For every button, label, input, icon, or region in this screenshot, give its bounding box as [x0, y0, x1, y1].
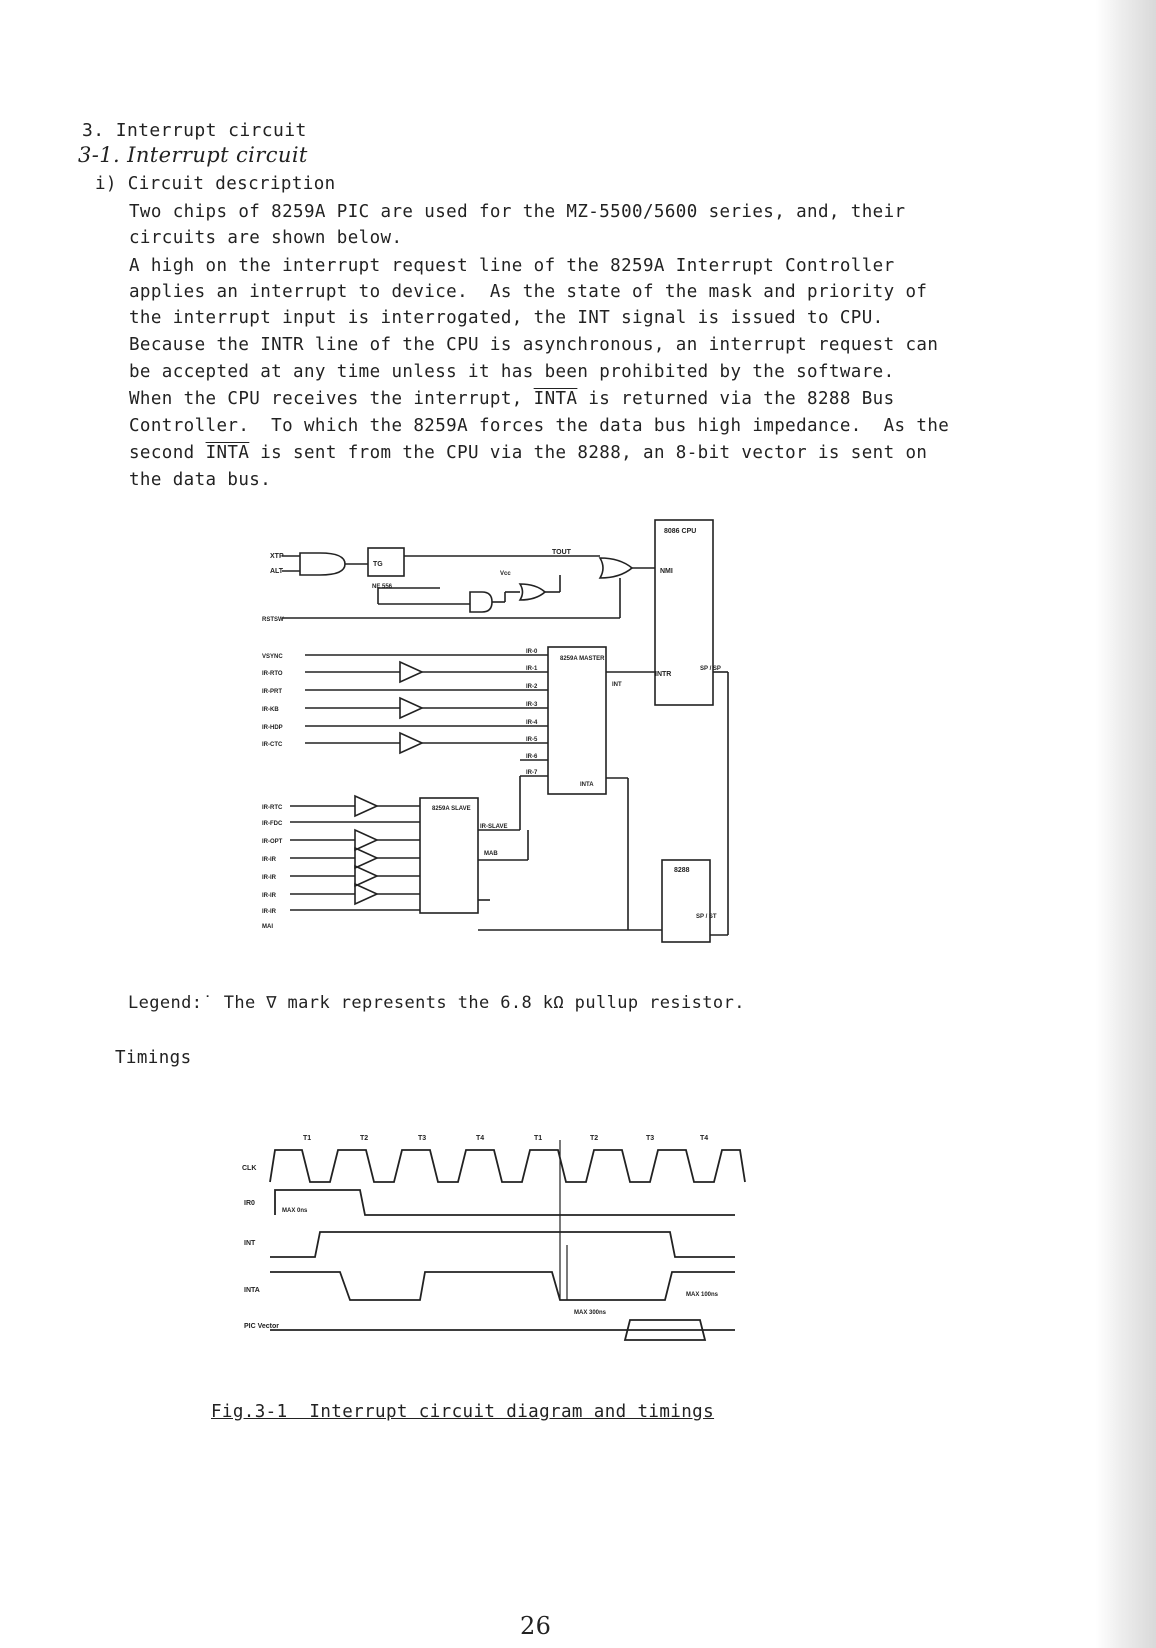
inta-label: INTA: [580, 782, 594, 788]
slave-in-0: IR-RTC: [262, 805, 283, 811]
para2-line5: be accepted at any time unless it has been prohibited by the software.: [129, 362, 895, 382]
tg-label: TG: [373, 561, 383, 568]
phase-3: T3: [418, 1135, 427, 1142]
sig-clk: CLK: [242, 1165, 257, 1172]
cpu-sp-label: SP / SP: [700, 666, 721, 672]
phase-8: T4: [700, 1135, 709, 1142]
master-in-5: IR-CTC: [262, 742, 283, 748]
slave-in-1: IR-FDC: [262, 821, 283, 827]
xtp-label: XTP: [270, 553, 284, 560]
phase-4: T4: [476, 1135, 485, 1142]
para2-line2: applies an interrupt to device. As the state of the mask and priority of: [129, 282, 928, 302]
phase-2: T2: [360, 1135, 369, 1142]
para1-line2: circuits are shown below.: [129, 228, 403, 248]
phase-7: T3: [646, 1135, 655, 1142]
ir3-label: IR-3: [526, 702, 538, 708]
vcc-label: Vcc: [500, 571, 511, 577]
slave-in-6: IR-IR: [262, 909, 276, 915]
sig-int: INT: [244, 1240, 256, 1247]
int-label: INT: [612, 682, 622, 688]
para3-line2: Controller. To which the 8259A forces the data bus high impedance. As the: [129, 416, 950, 436]
para3-line4: the data bus.: [129, 470, 272, 490]
para3-line3: second INTA is sent from the CPU via the 8288, an 8-bit vector is sent on: [129, 443, 928, 463]
timings-heading: Timings: [115, 1048, 192, 1068]
master-in-1: IR-RTO: [262, 671, 283, 677]
subheading: i) Circuit description: [95, 174, 336, 194]
slave-int-label: IR-SLAVE: [480, 824, 508, 830]
max-label-3: MAX 300ns: [574, 1310, 607, 1316]
ir5-label: IR-5: [526, 737, 538, 743]
handwritten-heading: 3-1. Interrupt circuit: [78, 143, 308, 167]
bus-ctrl-label: 8288: [674, 867, 690, 874]
ff-label: NE 556: [372, 584, 393, 590]
mab-label: MAB: [484, 851, 498, 857]
heading-text: 3. Interrupt circuit: [82, 120, 307, 141]
ir2-label: IR-2: [526, 684, 538, 690]
para1-line1: Two chips of 8259A PIC are used for the MZ-5500/5600 series, and, their: [129, 202, 906, 222]
nmi-label: NMI: [660, 568, 673, 575]
master-in-3: IR-KB: [262, 707, 279, 713]
tout-label: TOUT: [552, 549, 571, 556]
ir0-label: IR-0: [526, 649, 538, 655]
para2-line3: the interrupt input is interrogated, the INT signal is issued to CPU.: [129, 308, 884, 328]
slave-in-7: MAI: [262, 924, 273, 930]
slave-in-4: IR-IR: [262, 875, 276, 881]
master-in-4: IR-HDP: [262, 725, 283, 731]
pullup-symbol-icon: ∇: [266, 993, 277, 1013]
max-label-1: MAX 0ns: [282, 1208, 308, 1214]
figure-caption: Fig.3-1 Interrupt circuit diagram and timings: [211, 1402, 715, 1422]
max-label-2: MAX 100ns: [686, 1292, 719, 1298]
master-in-0: VSYNC: [262, 654, 283, 660]
cpu-label: 8086 CPU: [664, 528, 697, 535]
slave-in-3: IR-IR: [262, 857, 276, 863]
alt-label: ALT: [270, 568, 284, 575]
slave-label: 8259A SLAVE: [432, 806, 471, 812]
para2-line1: A high on the interrupt request line of the 8259A Interrupt Controller: [129, 256, 895, 276]
legend: Legend:˙ The ∇ mark represents the 6.8 kΩ pullup resistor.: [128, 993, 745, 1013]
master-label: 8259A MASTER: [560, 656, 605, 662]
ir6-label: IR-6: [526, 754, 538, 760]
phase-1: T1: [303, 1135, 312, 1142]
slave-in-5: IR-IR: [262, 893, 276, 899]
bus-pins-label: SP / ST: [696, 914, 717, 920]
ir4-label: IR-4: [526, 720, 538, 726]
master-in-2: IR-PRT: [262, 689, 282, 695]
phase-5: T1: [534, 1135, 543, 1142]
intr-label: INTR: [655, 671, 672, 678]
para2-line4: Because the INTR line of the CPU is asynchronous, an interrupt request can: [129, 335, 939, 355]
page-number: 26: [520, 1612, 552, 1640]
slave-in-2: IR-OPT: [262, 839, 283, 845]
para3-line1: When the CPU receives the interrupt, INTA is returned via the 8288 Bus: [129, 389, 895, 409]
phase-6: T2: [590, 1135, 599, 1142]
ir1-label: IR-1: [526, 666, 538, 672]
sig-pic-vector: PIC Vector: [244, 1323, 280, 1330]
reset-label: RSTSW: [262, 617, 284, 623]
sig-ir0: IR0: [244, 1200, 255, 1207]
ir7-label: IR-7: [526, 770, 538, 776]
sig-inta: INTA: [244, 1287, 260, 1294]
